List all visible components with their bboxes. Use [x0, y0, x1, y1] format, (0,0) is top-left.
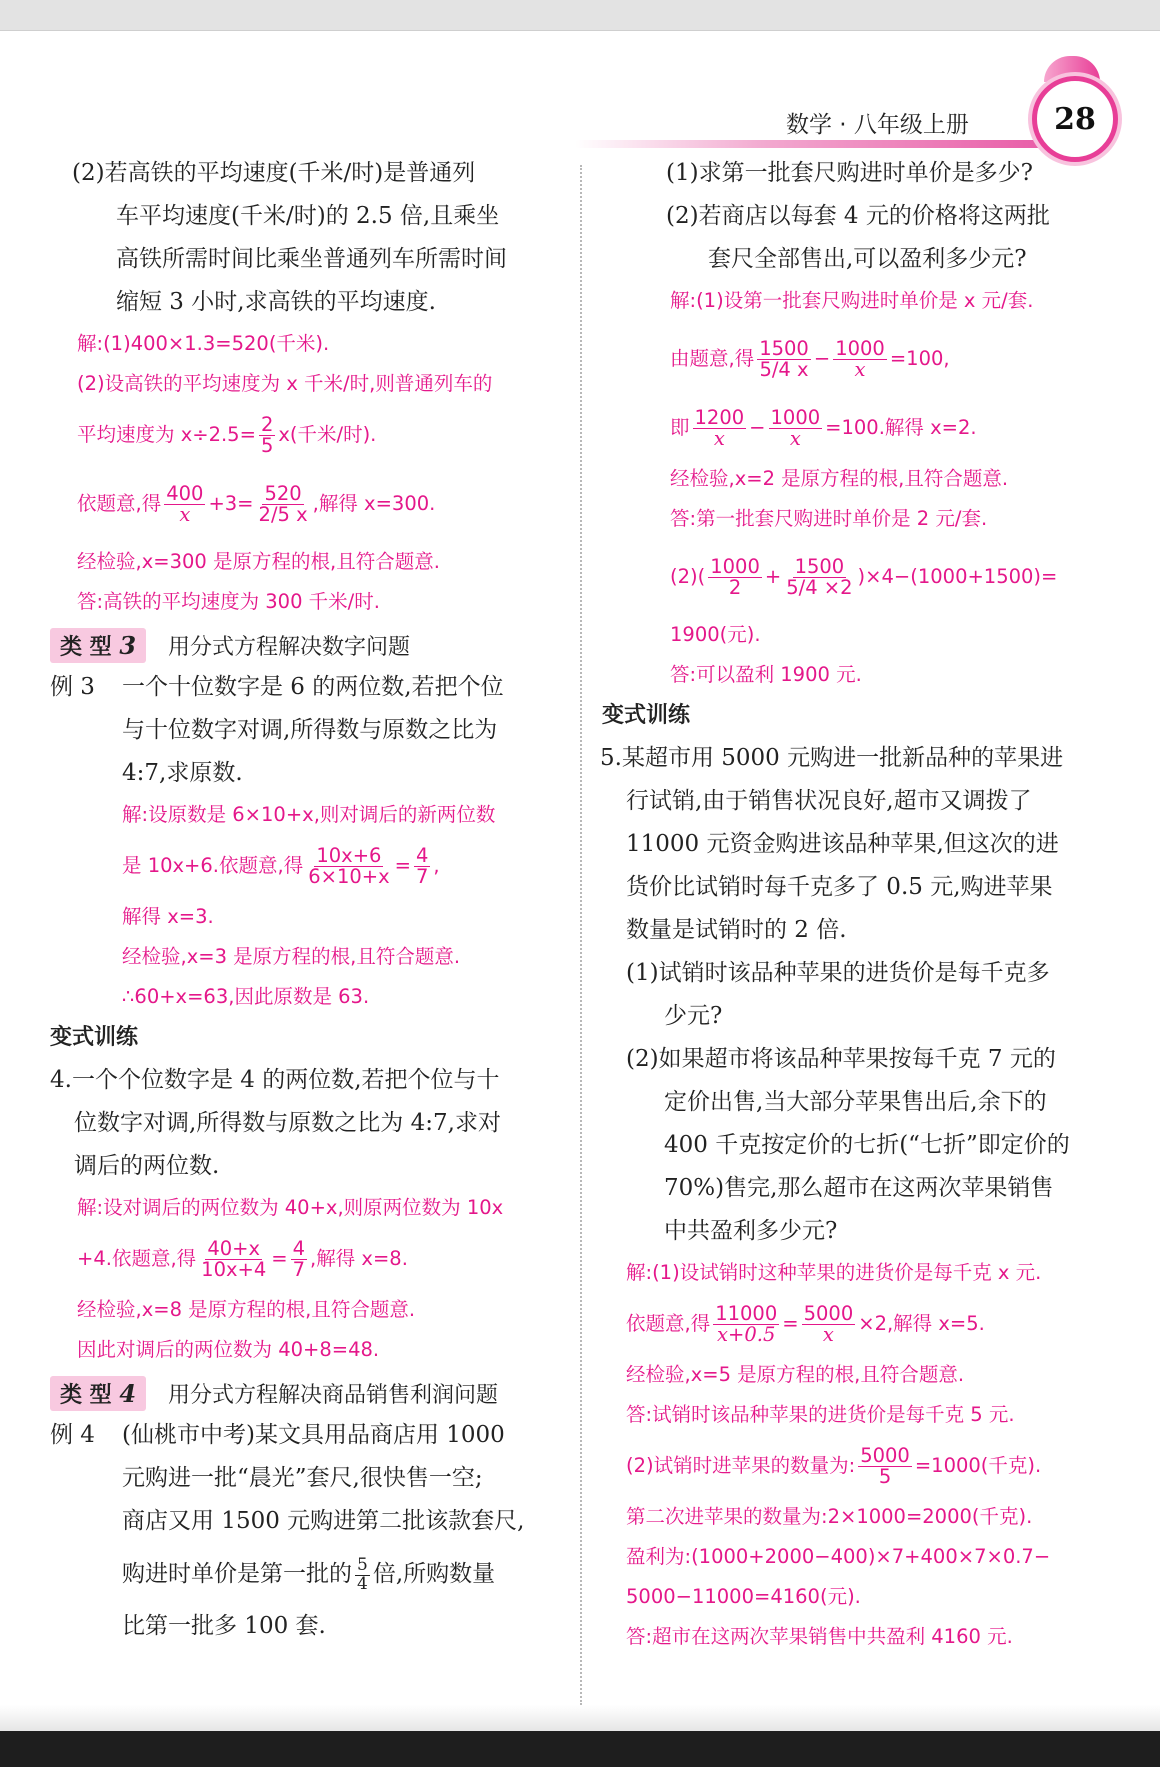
question-line: 套尺全部售出,可以盈利多少元? — [708, 246, 1027, 272]
example-line: 商店又用 1500 元购进第二批该款套尺, — [122, 1508, 525, 1534]
example-line: 元购进一批“晨光”套尺,很快售一空; — [122, 1465, 483, 1491]
solution-line: 是 10x+6.依题意,得 $\frac{10x+6}{6\times 10+x}$ = $\frac{4}{7}$ , — [122, 843, 440, 888]
fraction: $\frac{5000}{5}$ — [860, 1443, 910, 1488]
solution-line: 盈利为:(1000+2000−400)×7+400×7×0.7− — [626, 1545, 1051, 1568]
bottom-band — [0, 1731, 1160, 1767]
q5-sub-line: 中共盈利多少元? — [664, 1218, 838, 1244]
solution-line: 答:超市在这两次苹果销售中共盈利 4160 元. — [626, 1625, 1013, 1648]
solution-line: 答:第一批套尺购进时单价是 2 元/套. — [670, 507, 988, 530]
variant-training-title: 变式训练 — [50, 1025, 139, 1050]
page-number-badge — [1032, 76, 1118, 162]
fraction: $\frac{10x+6}{6\times 10+x}$ — [308, 843, 390, 888]
example-line: 4:7,求原数. — [122, 760, 243, 786]
fraction: $\frac{400}{x}$ — [166, 481, 204, 526]
q5-line: 数量是试销时的 2 倍. — [626, 917, 847, 943]
variant-training-title: 变式训练 — [602, 703, 691, 728]
solution-line: (2)试销时进苹果的数量为: $\frac{5000}{5}$ =1000(千克). — [626, 1443, 1042, 1488]
solution-line: 依题意,得 $\frac{11000}{x+0.5}$ = $\frac{5000}{x}$ ×2,解得 x=5. — [626, 1301, 985, 1346]
type-3-heading — [50, 624, 570, 666]
fraction: $\frac{1000}{x}$ — [770, 405, 821, 450]
example-line: 与十位数字对调,所得数与原数之比为 — [122, 717, 498, 743]
q2-line-3: 高铁所需时间比乘坐普通列车所需时间 — [116, 246, 507, 272]
solution-line: 答:试销时该品种苹果的进货价是每千克 5 元. — [626, 1403, 1015, 1426]
solution-line: 经检验,x=5 是原方程的根,且符合题意. — [626, 1363, 965, 1386]
q5-sub-line: (2)如果超市将该品种苹果按每千克 7 元的 — [626, 1046, 1056, 1072]
q4-line: 位数字对调,所得数与原数之比为 4:7,求对 — [74, 1110, 501, 1136]
solution-line: 经检验,x=2 是原方程的根,且符合题意. — [670, 467, 1009, 490]
fraction: $\frac{1500}{5/4 \times 2}$ — [786, 554, 853, 599]
solution-line: ∴60+x=63,因此原数是 63. — [122, 985, 370, 1008]
solution-line: 5000−11000=4160(元). — [626, 1585, 861, 1608]
right-column — [598, 152, 1118, 1657]
question-line: (1)求第一批套尺购进时单价是多少? — [666, 160, 1033, 186]
example-line: 比第一批多 100 套. — [122, 1613, 326, 1639]
fraction: $\frac{4}{7}$ — [415, 843, 429, 888]
fraction: $\frac{11000}{x+0.5}$ — [715, 1301, 778, 1346]
solution-line: 解:设对调后的两位数为 40+x,则原两位数为 10x — [77, 1196, 504, 1219]
solution-line: 答:高铁的平均速度为 300 千米/时. — [77, 590, 380, 613]
q2-line-4: 缩短 3 小时,求高铁的平均速度. — [116, 289, 436, 315]
solution-line: 平均速度为 x÷2.5= $\frac{2}{5}$ x(千米/时). — [77, 412, 377, 457]
solution-line: 经检验,x=300 是原方程的根,且符合题意. — [77, 550, 440, 573]
solution-line: 由题意,得 $\frac{1500}{5/4 x}$ − $\frac{1000}{x}$ =100, — [670, 336, 950, 381]
example-line: 一个十位数字是 6 的两位数,若把个位 — [122, 674, 504, 700]
type-4-heading — [50, 1372, 570, 1414]
fraction: $\frac{5}{4}$ — [357, 1554, 368, 1594]
q5-sub-line: 70%)售完,那么超市在这两次苹果销售 — [664, 1175, 1054, 1201]
q2-line-2: 车平均速度(千米/时)的 2.5 倍,且乘坐 — [116, 203, 500, 229]
solution-line: 解:(1)400×1.3=520(千米). — [77, 332, 330, 355]
fraction: $\frac{1200}{x}$ — [694, 405, 745, 450]
example-label: 例 3 — [50, 674, 95, 700]
example-line: 购进时单价是第一批的 $\frac{5}{4}$ 倍,所购数量 — [122, 1554, 496, 1594]
solution-line: 即 $\frac{1200}{x}$ − $\frac{1000}{x}$ =100.解得 x=2. — [670, 405, 977, 450]
fraction: $\frac{40+x}{10x+4}$ — [201, 1236, 267, 1281]
header-title: 数学 · 八年级上册 — [786, 112, 969, 138]
solution-line: 答:可以盈利 1900 元. — [670, 663, 862, 686]
solution-line: 1900(元). — [670, 623, 761, 646]
solution-line: (2)( $\frac{1000}{2}$ + $\frac{1500}{5/4 \times 2}$ )×4−(1000+1500)= — [670, 554, 1058, 599]
question-line: (2)若商店以每套 4 元的价格将这两批 — [666, 203, 1050, 229]
solution-line: 解得 x=3. — [122, 905, 214, 928]
type-title: 用分式方程解决商品销售利润问题 — [168, 1382, 499, 1408]
q5-sub-line: 定价出售,当大部分苹果售出后,余下的 — [664, 1089, 1047, 1115]
solution-line: (2)设高铁的平均速度为 x 千米/时,则普通列车的 — [77, 372, 493, 395]
fraction: $\frac{1500}{5/4 x}$ — [759, 336, 809, 381]
solution-line: 依题意,得 $\frac{400}{x}$ +3= $\frac{520}{2/5 x}$ ,解得 x=300. — [77, 481, 436, 526]
solution-line: 因此对调后的两位数为 40+8=48. — [77, 1338, 380, 1361]
example-line: (仙桃市中考)某文具用品商店用 1000 — [122, 1422, 505, 1448]
left-column — [50, 152, 570, 1648]
q5-sub-line: 少元? — [664, 1003, 723, 1029]
q5-line: 11000 元资金购进该品种苹果,但这次的进 — [626, 831, 1059, 857]
page-number: 28 — [1054, 101, 1096, 137]
column-divider — [580, 165, 582, 1705]
q5-line: 货价比试销时每千克多了 0.5 元,购进苹果 — [626, 874, 1053, 900]
q5-line: 行试销,由于销售状况良好,超市又调拨了 — [626, 788, 1032, 814]
top-band — [0, 0, 1160, 31]
bottom-shadow — [0, 1705, 1160, 1731]
q5-sub-line: 400 千克按定价的七折(“七折”即定价的 — [664, 1132, 1070, 1158]
fraction: $\frac{1000}{x}$ — [835, 336, 885, 381]
q5-line: 5.某超市用 5000 元购进一批新品种的苹果进 — [600, 745, 1064, 771]
type-tag: 类 型 4 — [50, 1376, 146, 1411]
fraction: $\frac{5000}{x}$ — [803, 1301, 854, 1346]
fraction: $\frac{1000}{2}$ — [710, 554, 760, 599]
fraction: $\frac{2}{5}$ — [260, 412, 274, 457]
solution-line: 解:(1)设第一批套尺购进时单价是 x 元/套. — [670, 289, 1034, 312]
q2-line-1: (2)若高铁的平均速度(千米/时)是普通列 — [72, 160, 476, 186]
solution-line: 经检验,x=3 是原方程的根,且符合题意. — [122, 945, 461, 968]
type-tag: 类 型 3 — [50, 628, 146, 663]
solution-line: 经检验,x=8 是原方程的根,且符合题意. — [77, 1298, 416, 1321]
solution-line: 解:(1)设试销时这种苹果的进货价是每千克 x 元. — [626, 1261, 1042, 1284]
q4-line: 4.一个个位数字是 4 的两位数,若把个位与十 — [50, 1067, 500, 1093]
header-decoration-line — [575, 140, 1055, 148]
q4-line: 调后的两位数. — [74, 1153, 220, 1179]
solution-line: +4.依题意,得 $\frac{40+x}{10x+4}$ = $\frac{4}{7}$ ,解得 x=8. — [77, 1236, 408, 1281]
example-label: 例 4 — [50, 1422, 95, 1448]
fraction: $\frac{520}{2/5 x}$ — [258, 481, 308, 526]
type-title: 用分式方程解决数字问题 — [168, 634, 411, 660]
solution-line: 解:设原数是 6×10+x,则对调后的新两位数 — [122, 803, 496, 826]
fraction: $\frac{4}{7}$ — [292, 1236, 306, 1281]
solution-line: 第二次进苹果的数量为:2×1000=2000(千克). — [626, 1505, 1033, 1528]
q5-sub-line: (1)试销时该品种苹果的进货价是每千克多 — [626, 960, 1050, 986]
